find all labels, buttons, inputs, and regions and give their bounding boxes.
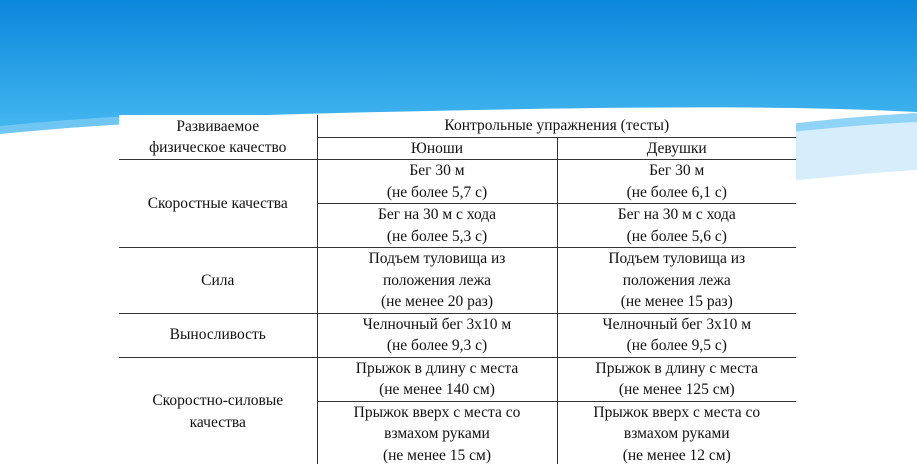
girls-test-cell [557, 357, 796, 401]
test-line: Прыжок в длину с места [595, 359, 758, 377]
boys-test-cell [317, 357, 557, 401]
test-line: Прыжок в длину с места [355, 359, 519, 377]
table-header-row [119, 115, 796, 137]
test-line: Челночный бег 3х10 м [602, 315, 751, 333]
test-line: Прыжок вверх с места со [593, 403, 761, 421]
header-sky-band [0, 0, 917, 132]
girls-test-cell [557, 401, 796, 464]
test-line: положения лежа [382, 271, 492, 289]
test-line: Бег 30 м [409, 162, 465, 179]
test-line: (не более 5,3 с) [386, 227, 488, 245]
girls-test-cell [557, 313, 796, 357]
test-line: (не менее 15 раз) [620, 293, 733, 310]
boys-test-cell [317, 160, 557, 204]
header-boys-cell: Юноши [317, 137, 557, 160]
header-girls-cell: Девушки [557, 137, 796, 160]
test-line: положения лежа [622, 271, 731, 289]
girls-test-cell [557, 160, 796, 204]
test-line: (не менее 20 раз) [380, 293, 494, 310]
table-row [119, 357, 796, 401]
test-line: Подъем туловища из [608, 250, 746, 267]
test-line: (не более 5,6 с) [626, 227, 727, 245]
quality-line: Сила [201, 271, 235, 289]
test-line: (не менее 15 см) [382, 446, 492, 464]
quality-cell [119, 160, 317, 248]
quality-line: Скоростно-силовые [152, 392, 284, 410]
fitness-tests-table [119, 115, 796, 464]
boys-test-cell [317, 204, 557, 248]
girls-test-cell [557, 204, 796, 248]
test-line: Бег 30 м [649, 162, 705, 179]
test-line: Подъем туловища из [368, 250, 506, 267]
quality-line: Выносливость [169, 326, 266, 344]
test-line: Прыжок вверх с места со [353, 403, 521, 421]
test-line: взмахом руками [384, 425, 490, 442]
test-line: Бег на 30 м с хода [377, 206, 497, 223]
table-row [119, 313, 796, 357]
boys-test-cell [317, 401, 557, 464]
header-quality-line: Развиваемое [176, 117, 260, 135]
test-line: (не более 6,1 с) [626, 183, 727, 201]
boys-test-cell [317, 248, 557, 314]
boys-test-cell [317, 313, 557, 357]
header-tests-cell: Контрольные упражнения (тесты) [317, 115, 796, 137]
test-line: Челночный бег 3х10 м [362, 315, 512, 333]
test-line: Бег на 30 м с хода [617, 206, 736, 223]
header-quality-cell [119, 115, 317, 160]
quality-cell [119, 248, 317, 314]
table-row [119, 160, 796, 204]
test-line: (не менее 140 см) [379, 381, 495, 398]
test-line: (не менее 125 см) [618, 381, 735, 398]
test-line: (не более 9,3 с) [386, 337, 488, 354]
quality-cell [119, 357, 317, 464]
girls-test-cell [557, 248, 796, 314]
header-quality-line: физическое качество [149, 139, 287, 156]
fitness-tests-table-container [119, 115, 796, 464]
test-line: (не менее 12 см) [622, 446, 731, 464]
quality-line: качества [189, 413, 246, 431]
quality-line: Скоростные качества [147, 194, 288, 212]
quality-cell [119, 313, 317, 357]
table-row [119, 248, 796, 314]
test-line: (не более 5,7 с) [386, 183, 488, 201]
test-line: (не более 9,5 с) [626, 337, 727, 354]
test-line: взмахом руками [623, 425, 730, 442]
